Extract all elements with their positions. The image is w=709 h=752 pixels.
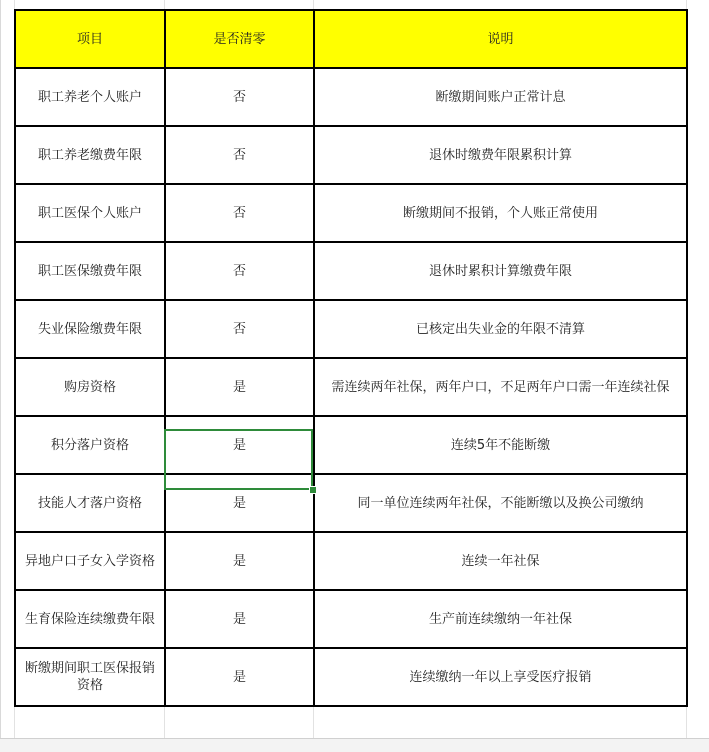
table-row <box>15 300 687 358</box>
note-cell[interactable]: 退休时累积计算缴费年限 <box>314 242 687 300</box>
table-row <box>15 474 687 532</box>
fill-handle[interactable] <box>309 486 317 494</box>
reset-cell[interactable]: 是 <box>165 474 314 532</box>
note-cell[interactable]: 已核定出失业金的年限不清算 <box>314 300 687 358</box>
reset-cell[interactable]: 否 <box>165 300 314 358</box>
note-cell[interactable]: 退休时缴费年限累积计算 <box>314 126 687 184</box>
item-cell[interactable]: 异地户口子女入学资格 <box>15 532 165 590</box>
reset-cell[interactable]: 是 <box>165 590 314 648</box>
table-row <box>15 68 687 126</box>
note-cell[interactable]: 连续缴纳一年以上享受医疗报销 <box>314 648 687 706</box>
reset-cell[interactable]: 是 <box>165 648 314 706</box>
table-row <box>15 648 687 706</box>
sheet-bottom-strip <box>0 738 709 752</box>
item-cell[interactable]: 断缴期间职工医保报销资格 <box>15 648 165 706</box>
note-cell[interactable]: 需连续两年社保，两年户口，不足两年户口需一年连续社保 <box>314 358 687 416</box>
item-cell[interactable]: 技能人才落户资格 <box>15 474 165 532</box>
table-row <box>15 184 687 242</box>
reset-cell[interactable]: 是 <box>165 416 314 474</box>
note-cell[interactable]: 生产前连续缴纳一年社保 <box>314 590 687 648</box>
reset-cell[interactable]: 否 <box>165 242 314 300</box>
note-cell[interactable]: 断缴期间账户正常计息 <box>314 68 687 126</box>
note-cell[interactable]: 连续5年不能断缴 <box>314 416 687 474</box>
table-row <box>15 416 687 474</box>
item-cell[interactable]: 失业保险缴费年限 <box>15 300 165 358</box>
note-cell[interactable]: 断缴期间不报销，个人账正常使用 <box>314 184 687 242</box>
item-cell[interactable]: 职工养老个人账户 <box>15 68 165 126</box>
item-cell[interactable]: 职工养老缴费年限 <box>15 126 165 184</box>
reset-cell[interactable]: 否 <box>165 68 314 126</box>
header-row <box>15 10 687 68</box>
header-cell-reset[interactable]: 是否清零 <box>165 10 314 68</box>
header-cell-note[interactable]: 说明 <box>314 10 687 68</box>
note-cell[interactable]: 同一单位连续两年社保，不能断缴以及换公司缴纳 <box>314 474 687 532</box>
item-cell[interactable]: 购房资格 <box>15 358 165 416</box>
table-row <box>15 590 687 648</box>
item-cell[interactable]: 积分落户资格 <box>15 416 165 474</box>
item-cell[interactable]: 职工医保缴费年限 <box>15 242 165 300</box>
table-row <box>15 532 687 590</box>
reset-cell[interactable]: 否 <box>165 184 314 242</box>
item-cell[interactable]: 职工医保个人账户 <box>15 184 165 242</box>
table-row <box>15 358 687 416</box>
reset-cell[interactable]: 是 <box>165 532 314 590</box>
note-cell[interactable]: 连续一年社保 <box>314 532 687 590</box>
reset-cell[interactable]: 是 <box>165 358 314 416</box>
table-row <box>15 242 687 300</box>
header-cell-item[interactable]: 项目 <box>15 10 165 68</box>
table-row <box>15 126 687 184</box>
reset-cell[interactable]: 否 <box>165 126 314 184</box>
data-table <box>14 9 688 707</box>
item-cell[interactable]: 生育保险连续缴费年限 <box>15 590 165 648</box>
